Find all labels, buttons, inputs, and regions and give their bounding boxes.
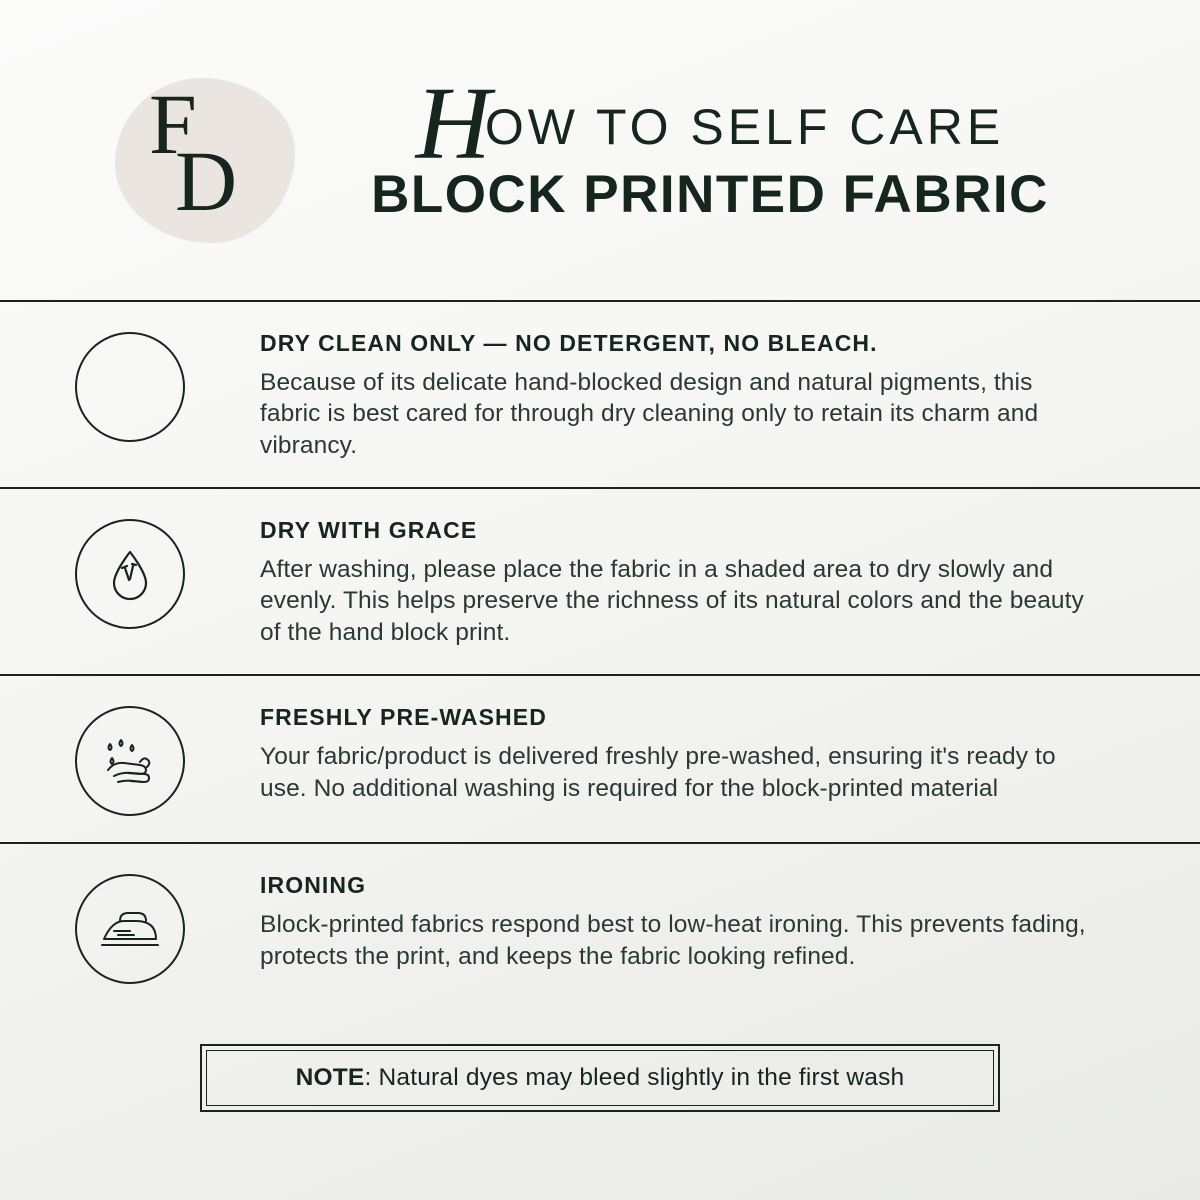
note-label: NOTE [295,1064,365,1092]
care-row-title: DRY WITH GRACE [260,517,478,544]
washing-hands-icon [75,706,185,816]
care-row-pre-washed [0,676,1200,842]
care-row-dry-clean [0,302,1200,487]
logo-letter-f: F [148,76,195,173]
icon-cell [0,870,260,984]
header [0,0,1200,300]
care-row-title: IRONING [260,872,367,899]
text-cell [260,702,1140,804]
text-cell [260,870,1140,972]
note-area [0,1010,1200,1112]
note-text [206,1050,994,1106]
icon-cell [0,702,260,816]
note-body: : Natural dyes may bleed slightly in the first wash [364,1064,905,1092]
note-box [200,1044,1000,1112]
logo-letter-d: D [174,133,236,229]
icon-cell [0,328,260,442]
care-row-title: FRESHLY PRE-WASHED [260,704,547,731]
care-row-body: Because of its delicate hand-blocked design and natural pigments, this fabric is best cared for through dry cleaning only to retain its charm and vibrancy. [260,369,1039,459]
care-row-body: Block-printed fabrics respond best to low-heat ironing. This prevents fading, protects the print, and keeps the fabric looking refined. [260,911,1086,970]
care-row-body: After washing, please place the fabric in a shaded area to dry slowly and evenly. This helps preserve the richness of its natural colors and the beauty of the hand block print. [260,556,1084,646]
logo-monogram [148,76,236,229]
care-row-body: Your fabric/product is delivered freshly pre-washed, ensuring it's ready to use. No additional washing is required for the block-printed material [260,743,1056,802]
brand-logo [60,50,290,250]
water-drop-icon [75,519,185,629]
washing-hands-glyph [94,728,166,794]
care-row-dry-with-grace [0,489,1200,674]
care-row-title: DRY CLEAN ONLY — NO DETERGENT, NO BLEACH. [260,330,878,356]
iron-glyph [94,899,166,959]
water-drop-glyph [98,542,162,606]
page-title-rest: OW TO SELF CARE [484,99,1005,155]
text-cell [260,515,1140,648]
page-subtitle: BLOCK PRINTED FABRIC [371,165,1049,224]
text-cell [260,328,1140,461]
care-row-ironing [0,844,1200,1010]
icon-cell [0,515,260,629]
header-titles [280,66,1160,224]
iron-icon [75,874,185,984]
page-title [280,66,1140,181]
circle-plain-icon [75,332,185,442]
page-title-script-initial: H [415,66,491,181]
